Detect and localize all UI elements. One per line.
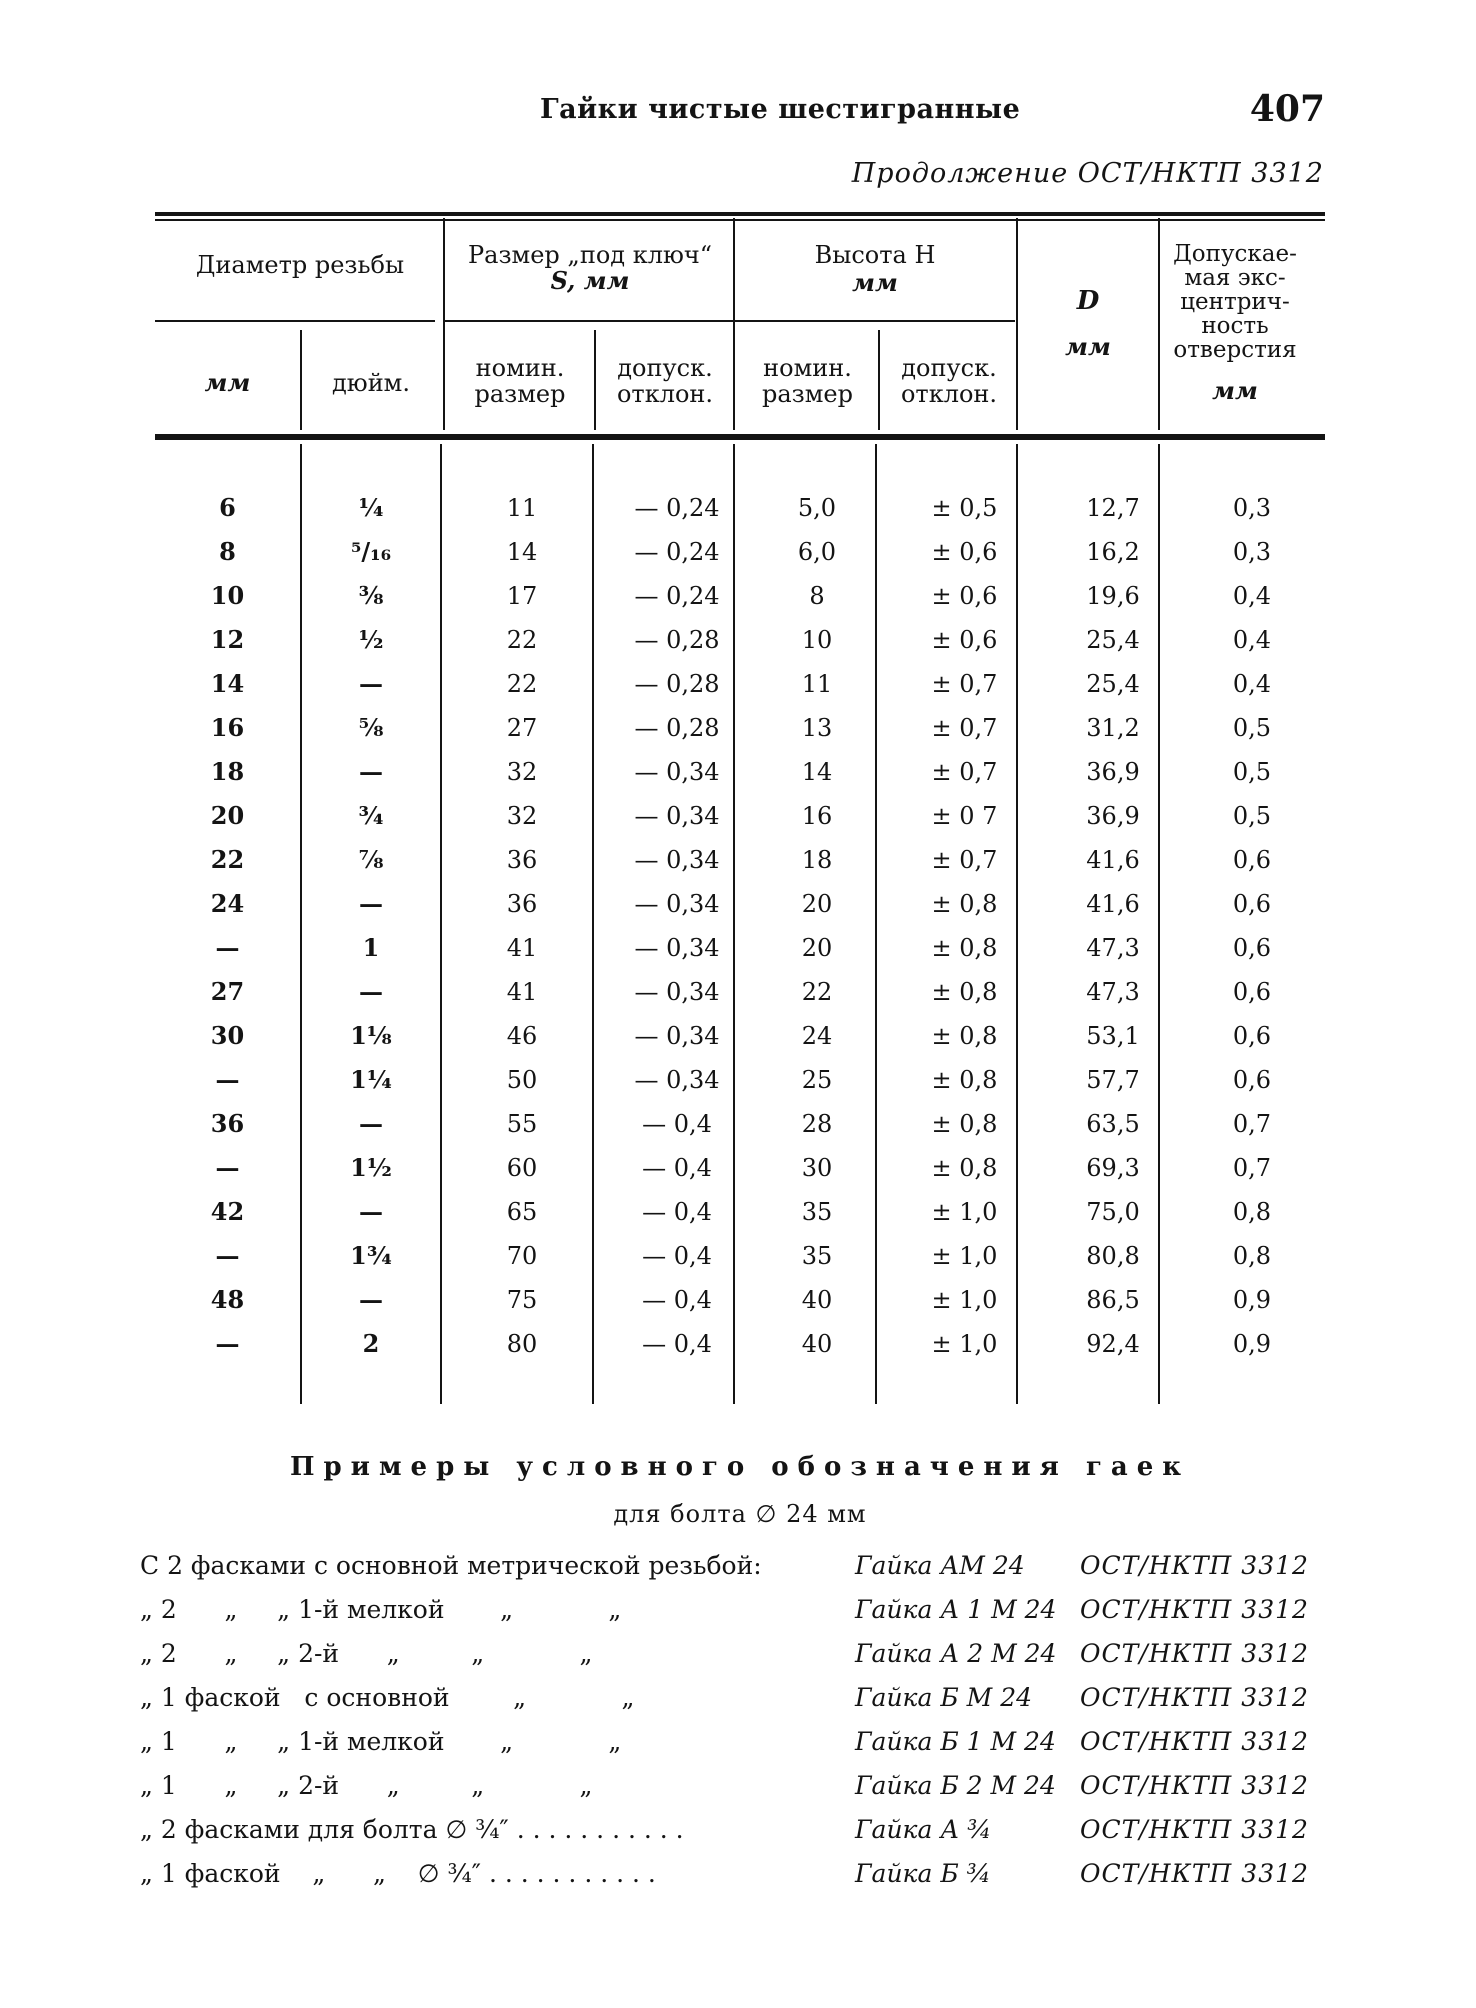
- example-description: „ 2 „ „ 1-й мелкой „ „: [140, 1595, 622, 1624]
- cell-key-nominal: 65: [506, 1198, 538, 1226]
- cell-key-tolerance: — 0,4: [642, 1154, 712, 1182]
- cell-thread-inch: 1½: [350, 1153, 392, 1182]
- cell-height-nominal: 10: [801, 626, 833, 654]
- cell-height-nominal: 35: [801, 1198, 833, 1226]
- example-row: [140, 1590, 1330, 1630]
- header-height-tolerance: допуск. отклон.: [900, 354, 998, 408]
- cell-key-nominal: 46: [506, 1022, 538, 1050]
- cell-key-nominal: 70: [506, 1242, 538, 1270]
- cell-thread-inch: 1⅛: [350, 1021, 392, 1050]
- header-height: Высота H: [814, 241, 936, 269]
- cell-thread-mm: 48: [210, 1285, 245, 1314]
- page-number: 407: [1249, 88, 1325, 130]
- cell-thread-mm: —: [215, 1065, 240, 1094]
- header-height-unit: мм: [852, 268, 898, 297]
- cell-d: 80,8: [1086, 1242, 1140, 1270]
- cell-eccentricity: 0,9: [1232, 1286, 1272, 1314]
- cell-d: 47,3: [1086, 934, 1140, 962]
- cell-eccentricity: 0,3: [1232, 538, 1272, 566]
- cell-eccentricity: 0,8: [1232, 1198, 1272, 1226]
- cell-thread-mm: —: [215, 933, 240, 962]
- cell-height-tolerance: ± 0,8: [931, 890, 998, 918]
- header-divider: [594, 330, 596, 430]
- cell-height-tolerance: ± 0,6: [931, 582, 998, 610]
- table-row: [155, 1102, 1325, 1146]
- cell-eccentricity: 0,9: [1232, 1330, 1272, 1358]
- header-height-nominal: номин. размер: [762, 354, 853, 408]
- example-row: [140, 1810, 1330, 1850]
- header-divider: [300, 330, 302, 430]
- cell-key-nominal: 11: [506, 494, 538, 522]
- cell-height-tolerance: ± 0,8: [931, 1066, 998, 1094]
- table-row: [155, 706, 1325, 750]
- header-divider: [878, 330, 880, 430]
- cell-d: 19,6: [1086, 582, 1140, 610]
- cell-height-nominal: 14: [801, 758, 833, 786]
- cell-key-tolerance: — 0,34: [634, 802, 720, 830]
- header-sub-rule: [445, 320, 1015, 322]
- cell-thread-mm: 36: [210, 1109, 245, 1138]
- cell-thread-mm: 30: [210, 1021, 245, 1050]
- cell-key-tolerance: — 0,4: [642, 1110, 712, 1138]
- header-thread-diameter: Диаметр резьбы: [195, 251, 405, 279]
- cell-height-nominal: 40: [801, 1286, 833, 1314]
- header-eccentricity-unit: мм: [1212, 376, 1258, 405]
- cell-thread-mm: 12: [210, 625, 245, 654]
- example-row: [140, 1546, 1330, 1586]
- cell-d: 41,6: [1086, 890, 1140, 918]
- table-row: [155, 486, 1325, 530]
- examples-title: Примеры условного обозначения гаек: [289, 1452, 1191, 1482]
- cell-key-tolerance: — 0,4: [642, 1242, 712, 1270]
- cell-height-tolerance: ± 0,6: [931, 538, 998, 566]
- cell-key-tolerance: — 0,4: [642, 1330, 712, 1358]
- header-thread-inch: дюйм.: [332, 369, 410, 397]
- example-standard: ОСТ/НКТП 3312: [1080, 1683, 1309, 1712]
- cell-height-nominal: 18: [801, 846, 833, 874]
- header-key-size-unit: S, мм: [550, 266, 630, 295]
- table-row: [155, 794, 1325, 838]
- cell-height-tolerance: ± 0 7: [931, 802, 998, 830]
- table-row: [155, 882, 1325, 926]
- cell-thread-inch: ⅜: [358, 581, 384, 610]
- header-divider: [1158, 218, 1160, 430]
- example-designation: Гайка Б М 24: [855, 1683, 1033, 1712]
- table-header-rule: [155, 434, 1325, 440]
- cell-height-tolerance: ± 0,5: [931, 494, 998, 522]
- header-key-tolerance: допуск. отклон.: [616, 354, 714, 408]
- cell-eccentricity: 0,6: [1232, 1022, 1272, 1050]
- cell-key-nominal: 32: [506, 802, 538, 830]
- example-description: „ 1 „ „ 1-й мелкой „ „: [140, 1727, 622, 1756]
- cell-height-tolerance: ± 0,7: [931, 670, 998, 698]
- cell-d: 63,5: [1086, 1110, 1140, 1138]
- cell-d: 53,1: [1086, 1022, 1140, 1050]
- cell-thread-inch: —: [359, 977, 383, 1006]
- cell-eccentricity: 0,5: [1232, 714, 1272, 742]
- example-standard: ОСТ/НКТП 3312: [1080, 1639, 1309, 1668]
- cell-height-nominal: 24: [801, 1022, 833, 1050]
- table-row: [155, 530, 1325, 574]
- table-row: [155, 1278, 1325, 1322]
- table-row: [155, 662, 1325, 706]
- cell-key-tolerance: — 0,34: [634, 1022, 720, 1050]
- cell-key-tolerance: — 0,4: [642, 1198, 712, 1226]
- table-row: [155, 750, 1325, 794]
- cell-eccentricity: 0,3: [1232, 494, 1272, 522]
- header-key-nominal: номин. размер: [474, 354, 566, 408]
- cell-key-nominal: 14: [506, 538, 538, 566]
- page-header: [155, 88, 1325, 138]
- cell-d: 57,7: [1086, 1066, 1140, 1094]
- example-designation: Гайка А ¾: [855, 1815, 992, 1844]
- cell-thread-mm: 22: [210, 845, 245, 874]
- cell-thread-inch: —: [359, 1197, 383, 1226]
- cell-d: 69,3: [1086, 1154, 1140, 1182]
- cell-eccentricity: 0,6: [1232, 1066, 1272, 1094]
- cell-height-nominal: 11: [801, 670, 833, 698]
- example-standard: ОСТ/НКТП 3312: [1080, 1815, 1309, 1844]
- table-row: [155, 1190, 1325, 1234]
- cell-key-nominal: 50: [506, 1066, 538, 1094]
- cell-d: 16,2: [1086, 538, 1140, 566]
- cell-height-nominal: 28: [801, 1110, 833, 1138]
- header-d-unit: мм: [1065, 332, 1111, 361]
- example-standard: ОСТ/НКТП 3312: [1080, 1727, 1309, 1756]
- cell-height-nominal: 13: [801, 714, 833, 742]
- cell-height-tolerance: ± 0,8: [931, 1022, 998, 1050]
- example-description: „ 1 фаской „ „ ∅ ¾″ . . . . . . . . . . .: [140, 1859, 656, 1888]
- cell-height-tolerance: ± 1,0: [931, 1286, 998, 1314]
- example-description: „ 1 „ „ 2-й „ „ „: [140, 1771, 593, 1800]
- header-eccentricity: Допускае- мая экс- центрич- ность отверстия: [1173, 241, 1297, 363]
- table-row: [155, 970, 1325, 1014]
- example-standard: ОСТ/НКТП 3312: [1080, 1551, 1309, 1580]
- cell-height-tolerance: ± 1,0: [931, 1198, 998, 1226]
- example-designation: Гайка Б 1 М 24: [855, 1727, 1056, 1756]
- cell-thread-inch: ¾: [358, 801, 384, 830]
- example-description: „ 2 фасками для болта ∅ ¾″ . . . . . . . . . . .: [140, 1815, 684, 1844]
- cell-key-nominal: 27: [506, 714, 538, 742]
- cell-thread-mm: —: [215, 1153, 240, 1182]
- cell-eccentricity: 0,4: [1232, 582, 1272, 610]
- example-standard: ОСТ/НКТП 3312: [1080, 1595, 1309, 1624]
- example-designation: Гайка А 2 М 24: [855, 1639, 1057, 1668]
- cell-height-nominal: 22: [801, 978, 833, 1006]
- header-divider: [1016, 218, 1018, 430]
- cell-eccentricity: 0,8: [1232, 1242, 1272, 1270]
- cell-eccentricity: 0,6: [1232, 978, 1272, 1006]
- example-row: [140, 1854, 1330, 1894]
- cell-d: 36,9: [1086, 802, 1140, 830]
- cell-key-tolerance: — 0,34: [634, 978, 720, 1006]
- cell-key-nominal: 32: [506, 758, 538, 786]
- example-row: [140, 1766, 1330, 1806]
- cell-height-nominal: 20: [801, 934, 833, 962]
- cell-key-tolerance: — 0,34: [634, 890, 720, 918]
- table-row: [155, 1322, 1325, 1366]
- cell-eccentricity: 0,7: [1232, 1154, 1272, 1182]
- header-key-size: Размер „под ключ“: [468, 241, 712, 269]
- cell-height-nominal: 6,0: [797, 538, 837, 566]
- cell-thread-inch: 1¼: [350, 1065, 392, 1094]
- cell-thread-inch: —: [359, 757, 383, 786]
- cell-thread-inch: —: [359, 889, 383, 918]
- cell-height-tolerance: ± 0,8: [931, 1154, 998, 1182]
- cell-thread-inch: ¼: [358, 493, 384, 522]
- cell-height-nominal: 25: [801, 1066, 833, 1094]
- cell-height-tolerance: ± 0,8: [931, 934, 998, 962]
- cell-key-nominal: 60: [506, 1154, 538, 1182]
- cell-height-nominal: 20: [801, 890, 833, 918]
- cell-thread-inch: ⁵/₁₆: [350, 537, 392, 566]
- cell-key-nominal: 41: [506, 934, 538, 962]
- cell-thread-inch: 2: [362, 1329, 380, 1358]
- table-row: [155, 1014, 1325, 1058]
- cell-height-tolerance: ± 0,6: [931, 626, 998, 654]
- cell-key-nominal: 75: [506, 1286, 538, 1314]
- cell-eccentricity: 0,6: [1232, 934, 1272, 962]
- table-top-rule: [155, 212, 1325, 216]
- cell-height-nominal: 40: [801, 1330, 833, 1358]
- cell-eccentricity: 0,7: [1232, 1110, 1272, 1138]
- cell-height-tolerance: ± 1,0: [931, 1242, 998, 1270]
- example-designation: Гайка Б 2 М 24: [855, 1771, 1056, 1800]
- cell-d: 75,0: [1086, 1198, 1140, 1226]
- header-divider: [733, 218, 735, 430]
- example-designation: Гайка АМ 24: [855, 1551, 1025, 1580]
- cell-thread-mm: 42: [210, 1197, 245, 1226]
- examples-subtitle: для болта ∅ 24 мм: [613, 1500, 867, 1528]
- example-standard: ОСТ/НКТП 3312: [1080, 1771, 1309, 1800]
- cell-key-nominal: 80: [506, 1330, 538, 1358]
- cell-height-nominal: 8: [809, 582, 825, 610]
- cell-height-tolerance: ± 1,0: [931, 1330, 998, 1358]
- cell-eccentricity: 0,6: [1232, 846, 1272, 874]
- cell-height-nominal: 35: [801, 1242, 833, 1270]
- table-row: [155, 926, 1325, 970]
- cell-thread-mm: 14: [210, 669, 245, 698]
- running-title: Гайки чистые шестигранные: [540, 94, 1021, 125]
- cell-eccentricity: 0,6: [1232, 890, 1272, 918]
- cell-thread-mm: 16: [210, 713, 245, 742]
- cell-thread-inch: 1¾: [350, 1241, 392, 1270]
- example-description: С 2 фасками с основной метрической резьбой:: [140, 1551, 762, 1580]
- cell-key-nominal: 55: [506, 1110, 538, 1138]
- cell-key-tolerance: — 0,28: [634, 714, 720, 742]
- cell-eccentricity: 0,4: [1232, 626, 1272, 654]
- cell-height-tolerance: ± 0,7: [931, 846, 998, 874]
- cell-key-tolerance: — 0,24: [634, 538, 720, 566]
- cell-key-tolerance: — 0,34: [634, 934, 720, 962]
- cell-d: 25,4: [1086, 670, 1140, 698]
- cell-thread-mm: 6: [219, 493, 236, 522]
- cell-key-nominal: 41: [506, 978, 538, 1006]
- cell-thread-mm: 24: [210, 889, 245, 918]
- cell-key-tolerance: — 0,34: [634, 846, 720, 874]
- cell-thread-inch: ⅞: [358, 845, 384, 874]
- table-row: [155, 1234, 1325, 1278]
- cell-thread-mm: —: [215, 1329, 240, 1358]
- cell-key-nominal: 22: [506, 626, 538, 654]
- cell-height-tolerance: ± 0,7: [931, 758, 998, 786]
- cell-key-tolerance: — 0,34: [634, 758, 720, 786]
- cell-d: 31,2: [1086, 714, 1140, 742]
- cell-d: 41,6: [1086, 846, 1140, 874]
- cell-key-tolerance: — 0,34: [634, 1066, 720, 1094]
- table-row: [155, 1146, 1325, 1190]
- cell-key-tolerance: — 0,28: [634, 626, 720, 654]
- example-designation: Гайка Б ¾: [855, 1859, 991, 1888]
- cell-thread-mm: 18: [210, 757, 245, 786]
- cell-height-tolerance: ± 0,8: [931, 1110, 998, 1138]
- cell-height-nominal: 5,0: [797, 494, 837, 522]
- cell-height-nominal: 16: [801, 802, 833, 830]
- table-row: [155, 838, 1325, 882]
- cell-height-nominal: 30: [801, 1154, 833, 1182]
- cell-eccentricity: 0,5: [1232, 758, 1272, 786]
- continuation-note: Продолжение ОСТ/НКТП 3312: [851, 158, 1324, 189]
- cell-key-tolerance: — 0,4: [642, 1286, 712, 1314]
- cell-thread-inch: —: [359, 1109, 383, 1138]
- cell-eccentricity: 0,5: [1232, 802, 1272, 830]
- example-description: „ 1 фаской с основной „ „: [140, 1683, 635, 1712]
- cell-key-tolerance: — 0,28: [634, 670, 720, 698]
- header-d: D: [1076, 286, 1100, 316]
- cell-key-tolerance: — 0,24: [634, 494, 720, 522]
- cell-thread-mm: 20: [210, 801, 245, 830]
- cell-height-tolerance: ± 0,8: [931, 978, 998, 1006]
- example-standard: ОСТ/НКТП 3312: [1080, 1859, 1309, 1888]
- cell-height-tolerance: ± 0,7: [931, 714, 998, 742]
- example-row: [140, 1722, 1330, 1762]
- cell-d: 92,4: [1086, 1330, 1140, 1358]
- cell-thread-inch: —: [359, 1285, 383, 1314]
- cell-d: 25,4: [1086, 626, 1140, 654]
- example-row: [140, 1678, 1330, 1718]
- cell-thread-mm: 8: [219, 537, 236, 566]
- cell-thread-inch: ½: [358, 625, 384, 654]
- cell-d: 12,7: [1086, 494, 1140, 522]
- cell-thread-inch: 1: [362, 933, 380, 962]
- example-description: „ 2 „ „ 2-й „ „ „: [140, 1639, 593, 1668]
- cell-d: 86,5: [1086, 1286, 1140, 1314]
- cell-thread-inch: —: [359, 669, 383, 698]
- cell-d: 36,9: [1086, 758, 1140, 786]
- cell-eccentricity: 0,4: [1232, 670, 1272, 698]
- cell-thread-inch: ⅝: [358, 713, 384, 742]
- table-top-rule-thin: [155, 219, 1325, 221]
- cell-key-nominal: 22: [506, 670, 538, 698]
- table-row: [155, 574, 1325, 618]
- cell-thread-mm: 27: [210, 977, 245, 1006]
- cell-key-nominal: 36: [506, 846, 538, 874]
- cell-key-tolerance: — 0,24: [634, 582, 720, 610]
- header-divider: [443, 218, 445, 430]
- cell-key-nominal: 36: [506, 890, 538, 918]
- cell-d: 47,3: [1086, 978, 1140, 1006]
- header-thread-mm: мм: [204, 368, 251, 397]
- example-designation: Гайка А 1 М 24: [855, 1595, 1057, 1624]
- example-row: [140, 1634, 1330, 1674]
- cell-key-nominal: 17: [506, 582, 538, 610]
- cell-thread-mm: 10: [210, 581, 245, 610]
- cell-thread-mm: —: [215, 1241, 240, 1270]
- table-row: [155, 1058, 1325, 1102]
- table-row: [155, 618, 1325, 662]
- header-sub-rule: [155, 320, 435, 322]
